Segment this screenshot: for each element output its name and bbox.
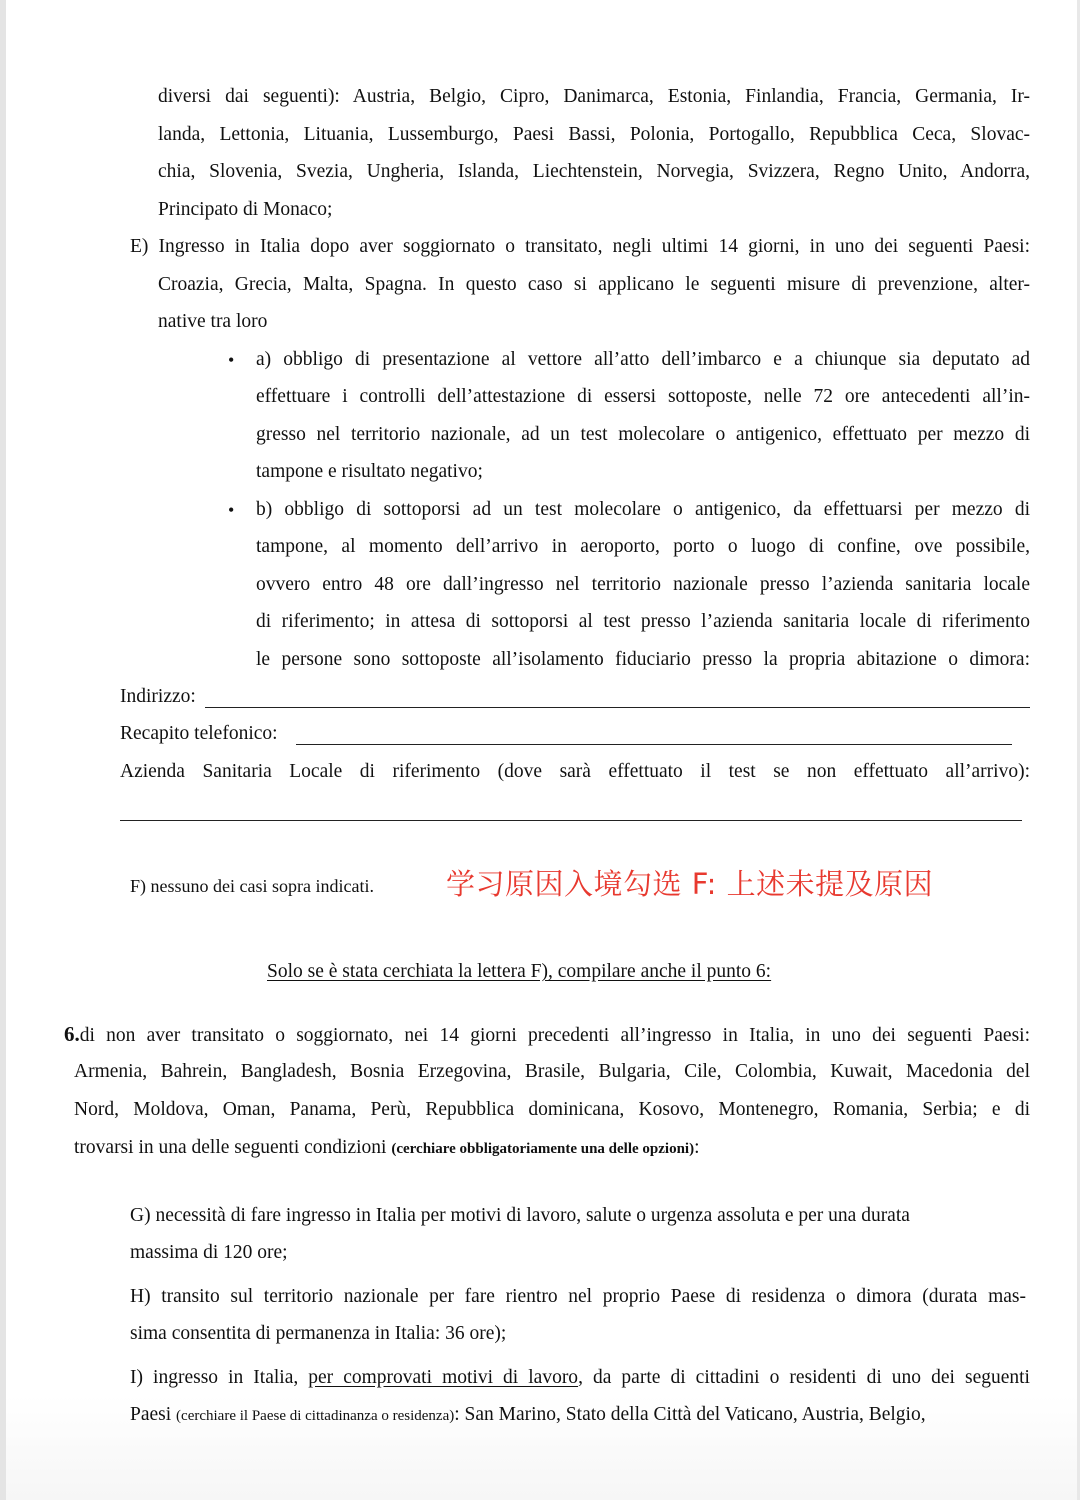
text-line: di riferimento; in attesa di sottoporsi al test presso l’azienda sanitaria locale di riferimento [256,611,1030,632]
text-line: ovvero entro 48 ore dall’ingresso nel territorio nazionale presso l’azienda sanitaria locale [256,574,1030,595]
text-line: massima di 120 ore; [130,1242,288,1263]
asl-blank-line[interactable] [120,820,1022,821]
bullet-icon: • [228,350,235,370]
option-i-line2 [130,1402,926,1429]
text-line: Nord, Moldova, Oman, Panama, Perù, Repubblica dominicana, Kosovo, Montenegro, Romania, Serbia; e di [74,1099,1030,1120]
text-line: tampone e risultato negativo; [256,461,483,482]
address-blank-line[interactable] [205,707,1030,708]
text-line: H) transito sul territorio nazionale per fare rientro nel proprio Paese di residenza o dimora (durata mas- [130,1286,1026,1307]
text-line: native tra loro [158,311,268,332]
asl-label: Azienda Sanitaria Locale di riferimento (dove sarà effettuato il test se non effettuato all’arrivo): [120,761,1030,782]
red-annotation: 学习原因入境勾选 F: 上述未提及原因 [446,867,934,901]
point6-line1 [64,1021,1030,1049]
point6-text: di non aver transitato o soggiornato, nei 14 giorni precedenti all’ingresso in Italia, in uno dei seguenti Paesi: [79,1025,1030,1046]
text-fragment: : [694,1137,700,1158]
text-fragment: , da parte di cittadini o residenti di uno dei seguenti [578,1367,1030,1388]
text-fragment: : San Marino, Stato della Città del Vaticano, Austria, Belgio, [454,1404,926,1425]
point6-instruction: Solo se è stata cerchiata la lettera F), compilare anche il punto 6: [267,961,772,982]
text-fragment: Paesi [130,1404,177,1425]
phone-blank-line[interactable] [296,744,1012,745]
bold-instruction: (cerchiare obbligatoriamente una delle opzioni) [391,1141,695,1157]
section-f-label: F) nessuno dei casi sopra indicati. [130,876,374,896]
underlined-text: per comprovati motivi di lavoro [308,1367,579,1388]
text-line: b) obbligo di sottoporsi ad un test molecolare o antigenico, da effettuarsi per mezzo di [256,499,1030,520]
point6-line4 [74,1135,700,1162]
small-instruction: (cerchiare il Paese di cittadinanza o residenza) [176,1408,455,1424]
text-line: Principato di Monaco; [158,199,333,220]
text-line: G) necessità di fare ingresso in Italia per motivi di lavoro, salute o urgenza assoluta e per una durata [130,1205,910,1226]
text-line: le persone sono sottoposte all’isolamento fiduciario presso la propria abitazione o dimora: [256,649,1030,670]
section-e-heading: E) Ingresso in Italia dopo aver soggiornato o transitato, negli ultimi 14 giorni, in uno dei seguenti Paesi: [130,236,1030,257]
text-line: Armenia, Bahrein, Bangladesh, Bosnia Erzegovina, Brasile, Bulgaria, Cile, Colombia, Kuwait, Macedonia del [74,1061,1030,1082]
option-i-line1 [130,1365,1030,1391]
text-line: Croazia, Grecia, Malta, Spagna. In questo caso si applicano le seguenti misure di prevenzione, alter- [158,274,1030,295]
text-line: effettuare i controlli dell’attestazione di essersi sottoposte, nelle 72 ore antecedenti all’in- [256,386,1030,407]
text-line: diversi dai seguenti): Austria, Belgio, Cipro, Danimarca, Estonia, Finlandia, Francia, Germania, Ir- [158,86,1030,107]
address-label: Indirizzo: [120,686,196,707]
bullet-icon: • [228,500,235,520]
text-fragment: trovarsi in una delle seguenti condizioni [74,1137,392,1158]
text-line: a) obbligo di presentazione al vettore all’atto dell’imbarco e a chiunque sia deputato ad [256,349,1030,370]
text-line: chia, Slovenia, Svezia, Ungheria, Islanda, Liechtenstein, Norvegia, Svizzera, Regno Unito, Andorra, [158,161,1030,182]
text-fragment: I) ingresso in Italia, [130,1367,309,1388]
text-line: sima consentita di permanenza in Italia: 36 ore); [130,1323,507,1344]
phone-label: Recapito telefonico: [120,723,278,744]
point6-number: 6. [64,1022,80,1046]
text-line: landa, Lettonia, Lituania, Lussemburgo, Paesi Bassi, Polonia, Portogallo, Repubblica Ceca, Slovac- [158,124,1030,145]
text-line: gresso nel territorio nazionale, ad un test molecolare o antigenico, effettuato per mezzo di [256,424,1030,445]
text-line: tampone, al momento dell’arrivo in aeroporto, porto o luogo di confine, ove possibile, [256,536,1030,557]
